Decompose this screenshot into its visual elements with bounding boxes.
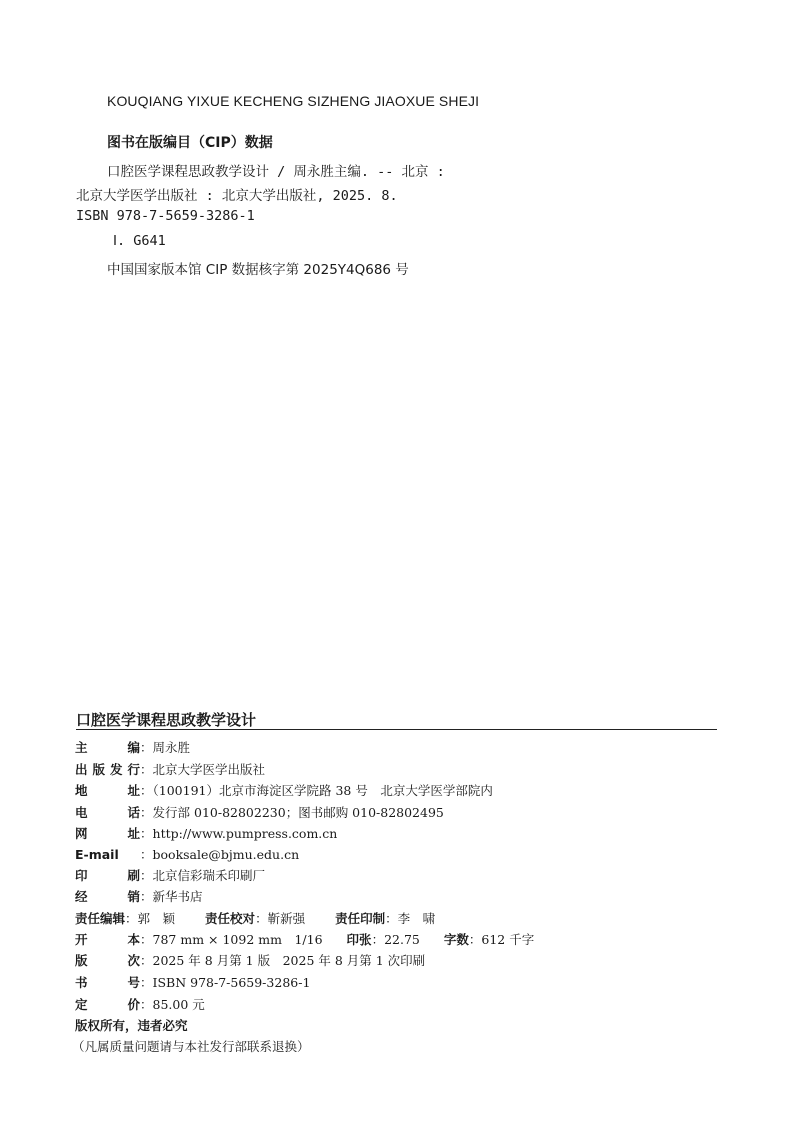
email-link[interactable]: booksale@bjmu.edu.cn	[152, 847, 300, 862]
info-value: 612 千字	[481, 932, 535, 947]
info-row-format: 开本：787 mm × 1092 mm 1/16 印张：22.75 字数：612 千字	[75, 932, 535, 947]
info-label: 开本	[75, 932, 140, 947]
copyright-notice: 版权所有，违者必究	[75, 1018, 188, 1033]
info-label: 印刷	[75, 868, 140, 883]
cip-heading: 图书在版编目（CIP）数据	[107, 135, 273, 151]
info-value: 85.00 元	[152, 997, 205, 1012]
info-label: 电话	[75, 805, 140, 820]
info-label: 书号	[75, 975, 140, 990]
info-label: 经销	[75, 889, 140, 904]
info-value: 787 mm × 1092 mm 1/16	[152, 932, 323, 947]
info-label: 网址	[75, 826, 140, 841]
info-row-address: 地址：（100191）北京市海淀区学院路 38 号 北京大学医学部院内	[75, 783, 493, 798]
info-row-publisher: 出版发行：北京大学医学出版社	[75, 762, 266, 777]
info-value: 周永胜	[152, 740, 191, 755]
info-row-distributor: 经销：新华书店	[75, 889, 203, 904]
info-label: 出版发行	[75, 762, 140, 777]
book-title: 口腔医学课程思政教学设计	[76, 711, 257, 729]
info-value: 靳新强	[267, 911, 306, 926]
info-value: 新华书店	[152, 889, 203, 904]
info-label: 印张	[346, 932, 372, 947]
info-label: 字数	[443, 932, 469, 947]
info-value: 22.75	[384, 932, 420, 947]
info-row-edition: 版次：2025 年 8 月第 1 版 2025 年 8 月第 1 次印刷	[75, 953, 426, 968]
cip-line-isbn: ISBN 978-7-5659-3286-1	[76, 208, 255, 224]
info-label: 责任校对	[205, 911, 256, 926]
cip-line-classification: Ⅰ. G641	[113, 233, 166, 249]
info-label: 版次	[75, 953, 140, 968]
info-label: E-mail	[75, 847, 119, 862]
cip-line-publisher: 北京大学医学出版社 : 北京大学出版社, 2025. 8.	[76, 188, 398, 204]
quality-return-notice: （凡属质量问题请与本社发行部联系退换）	[72, 1039, 310, 1054]
info-value: 李 啸	[397, 911, 436, 926]
info-row-editor: 主编：周永胜	[75, 740, 191, 755]
info-label: 主编	[75, 740, 140, 755]
cip-line-title: 口腔医学课程思政教学设计 / 周永胜主编. -- 北京 :	[107, 164, 445, 180]
info-value: 郭 颖	[137, 911, 176, 926]
info-label: 责任印制	[335, 911, 386, 926]
info-row-email: E-mail ：booksale@bjmu.edu.cn	[75, 847, 300, 862]
info-value: ISBN 978-7-5659-3286-1	[152, 975, 311, 990]
info-value: 北京大学医学出版社	[152, 762, 266, 777]
info-row-price: 定价：85.00 元	[75, 997, 205, 1012]
website-link[interactable]: http://www.pumpress.com.cn	[152, 826, 338, 841]
info-row-phone: 电话：发行部 010-82802230；图书邮购 010-82802495	[75, 805, 444, 820]
cip-line-record-number: 中国国家版本馆 CIP 数据核字第 2025Y4Q686 号	[107, 262, 409, 278]
info-label: 责任编辑	[75, 911, 126, 926]
info-value: 2025 年 8 月第 1 版 2025 年 8 月第 1 次印刷	[152, 953, 426, 968]
title-divider	[76, 729, 717, 730]
info-row-staff: 责任编辑：郭 颖 责任校对：靳新强 责任印制：李 啸	[75, 911, 436, 926]
info-label: 地址	[75, 783, 140, 798]
info-row-printer: 印刷：北京信彩瑞禾印刷厂	[75, 868, 266, 883]
info-row-isbn: 书号：ISBN 978-7-5659-3286-1	[75, 975, 311, 990]
info-row-website: 网址：http://www.pumpress.com.cn	[75, 826, 338, 841]
info-value: （100191）北京市海淀区学院路 38 号 北京大学医学部院内	[152, 783, 493, 798]
info-value: 发行部 010-82802230；图书邮购 010-82802495	[152, 805, 444, 820]
info-value: 北京信彩瑞禾印刷厂	[152, 868, 266, 883]
info-label: 定价	[75, 997, 140, 1012]
pinyin-title: KOUQIANG YIXUE KECHENG SIZHENG JIAOXUE SHEJI	[107, 93, 480, 109]
